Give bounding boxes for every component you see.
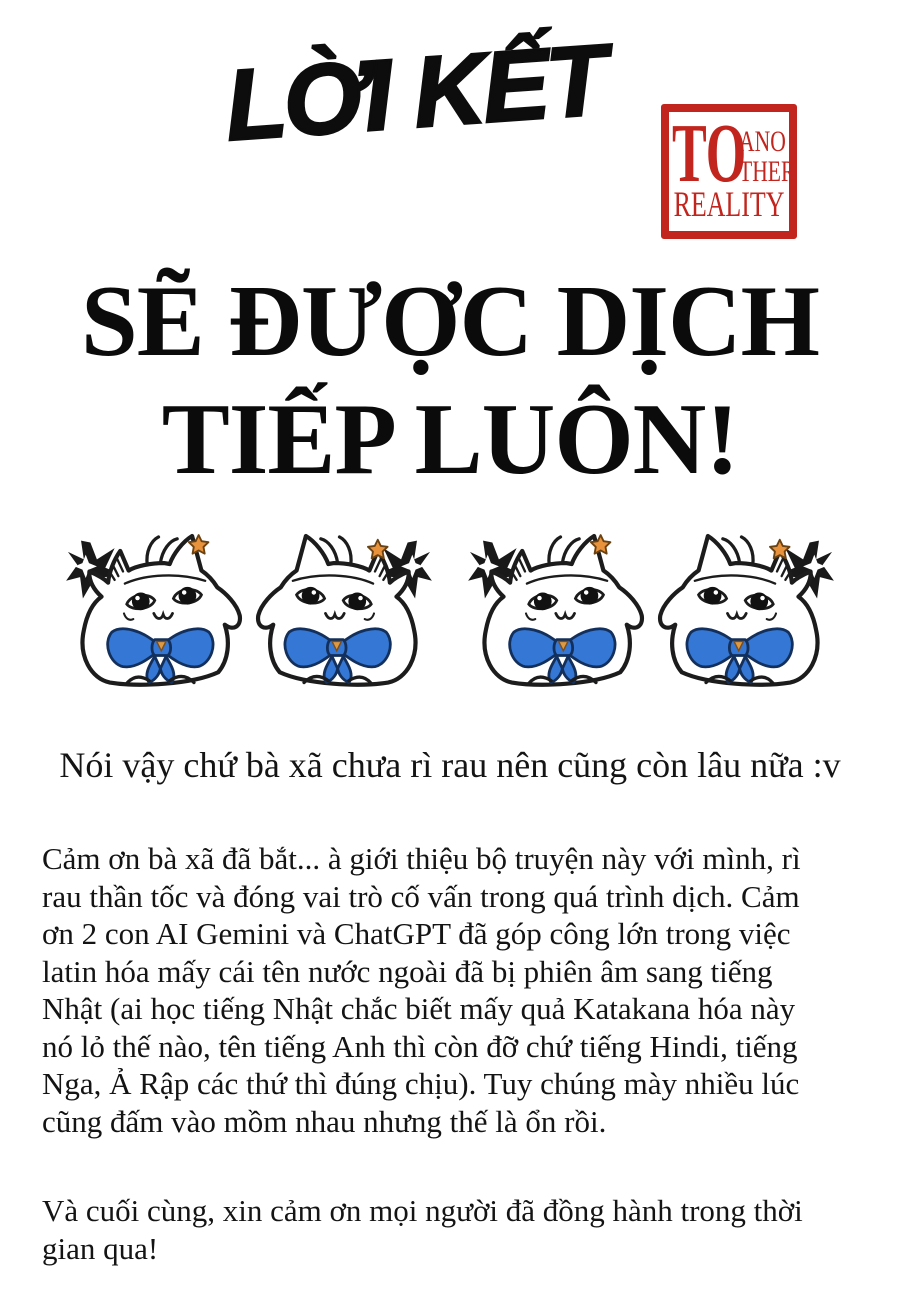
thanks-line: nó lỏ thế nào, tên tiếng Anh thì còn đỡ chứ tiếng Hindi, tiếng [42, 1028, 798, 1064]
note-line: Nói vậy chứ bà xã chưa rì rau nên cũng còn lâu nữa :v [59, 745, 841, 785]
headline-line1: SẼ ĐƯỢC DỊCH [81, 265, 819, 378]
page-title: LỜI KẾT [221, 23, 609, 163]
stamp-word-ther: THER [739, 155, 796, 188]
thanks-line: cũng đấm vào mồm nhau nhưng thế là ổn rồi. [42, 1103, 607, 1139]
stamp-word-ano: ANO [739, 125, 786, 158]
headline-line2: TIẾP LUÔN! [161, 383, 739, 497]
thanks-line: ơn 2 con AI Gemini và ChatGPT đã góp công lớn trong việc [42, 916, 791, 951]
to-another-reality-stamp [661, 104, 797, 239]
stamp-word-to: TO [672, 107, 747, 200]
cat-mascots-row [0, 522, 900, 690]
cat-mascot-mirrored [648, 522, 835, 690]
thanks-line: latin hóa mấy cái tên nước ngoài đã bị phiên âm sang tiếng [42, 953, 773, 989]
thanks-line: rau thần tốc và đóng vai trò cố vấn trong quá trình dịch. Cảm [42, 878, 800, 914]
thanks-line: Cảm ơn bà xã đã bắt... à giới thiệu bộ truyện này với mình, rì [42, 841, 801, 876]
closing-paragraph [42, 1192, 803, 1267]
cat-pair [65, 522, 433, 690]
cat-mascot [467, 522, 654, 690]
closing-line: Và cuối cùng, xin cảm ơn mọi người đã đồng hành trong thời [42, 1193, 803, 1228]
closing-line: gian qua! [42, 1230, 159, 1266]
cat-mascot-mirrored [246, 522, 433, 690]
stamp-word-reality: REALITY [673, 184, 785, 224]
cat-pair [467, 522, 835, 690]
thanks-line: Nhật (ai học tiếng Nhật chắc biết mấy quả Katakana hóa này [42, 991, 796, 1026]
thanks-line: Nga, Ả Rập các thứ thì đúng chịu). Tuy chúng mày nhiều lúc [42, 1066, 800, 1101]
star-earring-icon [368, 540, 388, 559]
cat-mascot [65, 522, 252, 690]
star-earring-icon [770, 540, 790, 559]
thanks-paragraph [42, 840, 801, 1140]
headline [0, 263, 900, 500]
